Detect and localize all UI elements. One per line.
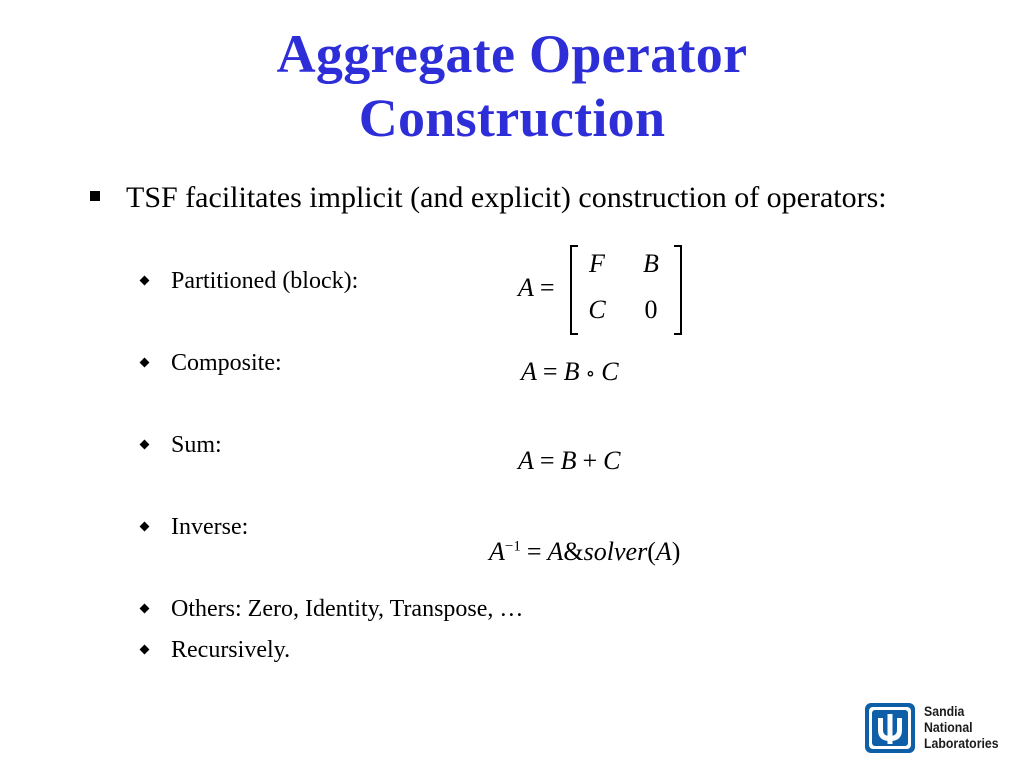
eq-term: A — [655, 537, 672, 566]
left-bracket — [570, 245, 578, 335]
title-line-1: Aggregate Operator — [276, 24, 748, 84]
eq-term: B — [560, 446, 577, 475]
diamond-bullet-icon — [140, 276, 150, 286]
matrix-cell-zero: 0 — [644, 295, 658, 324]
equals-sign: = — [542, 357, 558, 386]
matrix-cell-f: F — [589, 249, 605, 278]
equals-sign: = — [539, 446, 555, 475]
main-bullet-text: TSF facilitates implicit (and explicit) construction of operators: — [126, 181, 887, 214]
sub-bullet-composite — [141, 348, 282, 378]
right-bracket — [674, 245, 682, 335]
diamond-bullet-icon — [140, 440, 150, 450]
sub-bullet-sum — [141, 430, 222, 460]
compose-operator: ∘ — [585, 363, 596, 385]
logo-line-1: Sandia — [924, 703, 965, 719]
slide-title — [0, 22, 1024, 150]
eq-term: A — [521, 357, 537, 386]
sub-bullet-recursively — [141, 635, 290, 665]
eq-term: C — [601, 357, 619, 386]
equals-sign: = — [526, 537, 542, 566]
equals-sign: = — [539, 273, 555, 302]
sub-bullet-label: Sum: — [171, 432, 222, 458]
matrix-cell-b: B — [643, 249, 659, 278]
eq-term: C — [603, 446, 621, 475]
inverse-equation — [489, 537, 680, 567]
main-bullet — [90, 178, 910, 218]
eq-term: A — [489, 537, 505, 566]
sub-bullet-label: Composite: — [171, 350, 282, 376]
inverse-superscript: −1 — [504, 538, 521, 555]
matrix-lhs — [518, 273, 561, 303]
block-matrix-equation — [518, 245, 688, 333]
eq-term: A — [547, 537, 564, 566]
sum-equation — [518, 446, 620, 476]
diamond-bullet-icon — [140, 522, 150, 532]
logo-line-2: National — [924, 719, 973, 735]
sandia-wordmark — [924, 703, 999, 751]
solver-function: solver — [583, 537, 648, 566]
matrix-lhs-symbol: A — [518, 273, 534, 302]
sub-bullet-label: Recursively. — [171, 637, 291, 663]
sub-bullet-inverse — [141, 512, 248, 542]
eq-term: A — [518, 446, 534, 475]
eq-term: B — [563, 357, 580, 386]
plus-operator: + — [582, 446, 598, 475]
diamond-bullet-icon — [140, 645, 150, 655]
logo-line-3: Laboratories — [924, 735, 999, 751]
sub-bullet-partitioned — [141, 266, 358, 296]
title-line-2: Construction — [358, 88, 666, 148]
sub-bullet-label: Partitioned (block): — [171, 268, 359, 294]
open-paren: ( — [647, 537, 656, 566]
composite-equation — [521, 357, 619, 387]
ampersand: & — [563, 537, 584, 566]
close-paren: ) — [671, 537, 681, 566]
sub-bullet-label: Others: Zero, Identity, Transpose, … — [171, 596, 524, 622]
diamond-bullet-icon — [140, 604, 150, 614]
sub-bullet-label: Inverse: — [171, 514, 249, 540]
sandia-thunderbird-logo-icon — [864, 702, 916, 754]
sub-bullet-others — [141, 594, 523, 624]
square-bullet-icon — [90, 191, 100, 201]
diamond-bullet-icon — [140, 358, 150, 368]
matrix-cell-c: C — [588, 295, 606, 324]
